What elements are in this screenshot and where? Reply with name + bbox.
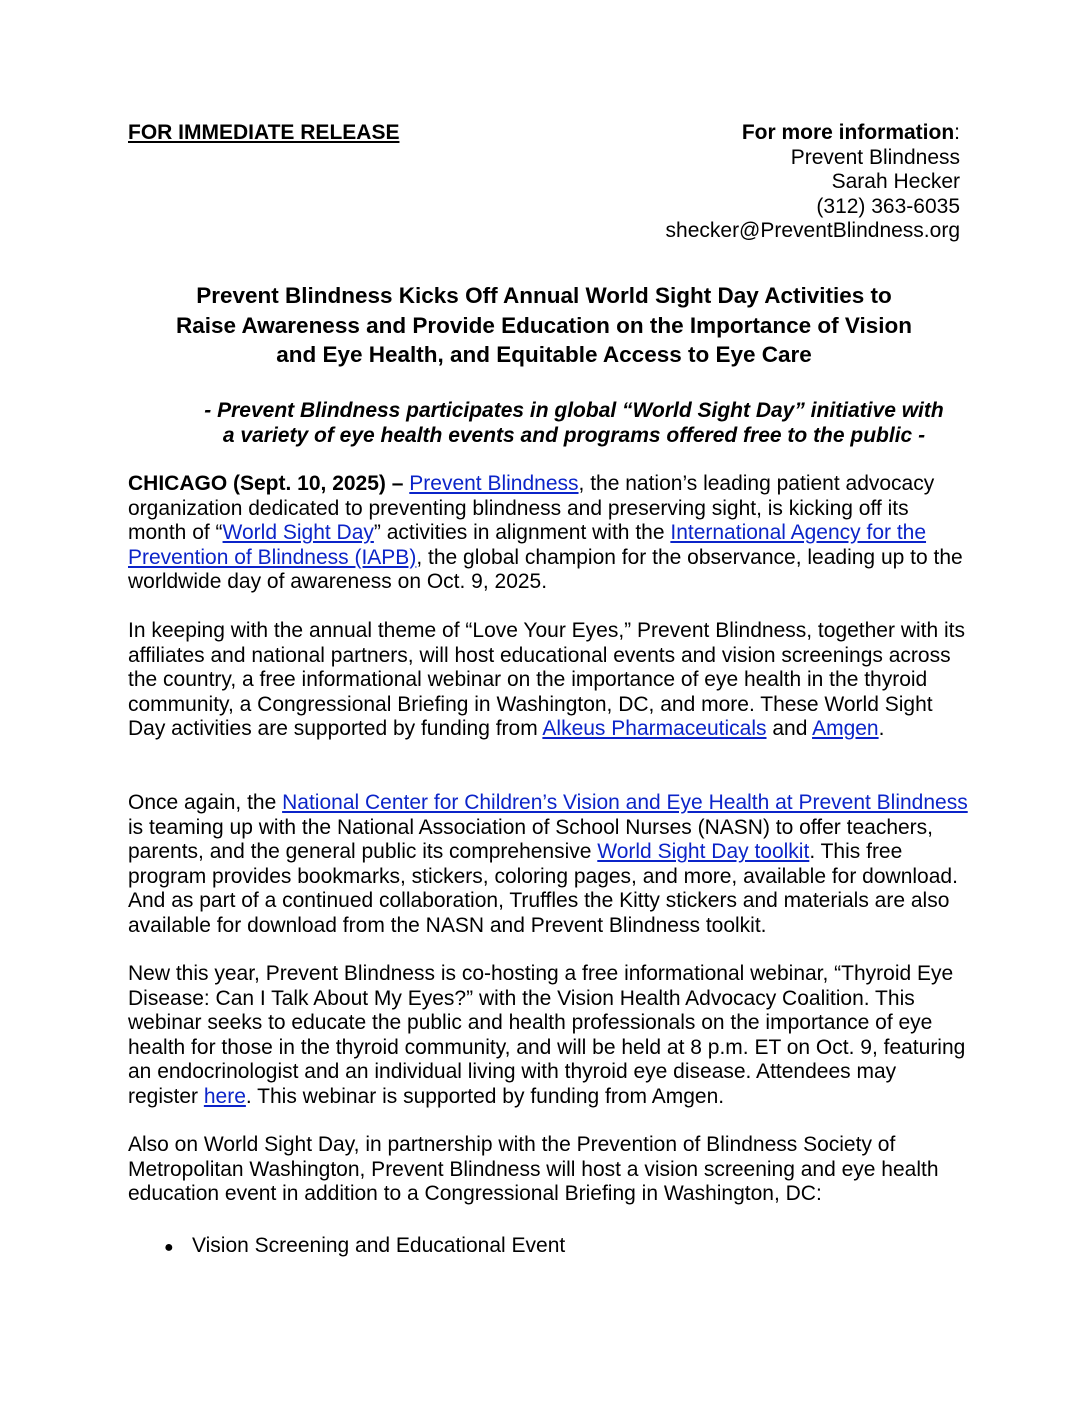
link-national-center[interactable]: National Center for Children’s Vision and Eye Health at Prevent Blindness xyxy=(282,791,968,814)
subheadline-line-2: a variety of eye health events and programs offered free to the public - xyxy=(222,424,926,447)
subheadline xyxy=(188,398,960,448)
p1-text-2: ” activities in alignment with the xyxy=(373,521,671,544)
contact-name: Sarah Hecker xyxy=(831,170,960,193)
link-iapb[interactable]: International Agency for the Prevention of Blindness (IAPB) xyxy=(128,521,927,569)
paragraph-1 xyxy=(128,472,968,595)
headline xyxy=(128,281,960,370)
p1-text-3: , the global champion for the observance, leading up to the worldwide day of awareness on Oct. 9, 2025. xyxy=(128,545,963,593)
p1-text-1: , the nation’s leading patient advocacy organization dedicated to preventing blindness and preserving sight, is kicking off its month of “ xyxy=(128,472,935,544)
link-alkeus[interactable]: Alkeus Pharmaceuticals xyxy=(542,717,767,740)
paragraph-2 xyxy=(128,619,968,742)
subheadline-line-1: - Prevent Blindness participates in global “World Sight Day” initiative with xyxy=(204,399,944,422)
contact-block xyxy=(666,121,960,244)
p2-text-2: and xyxy=(766,717,813,740)
p4-text-2: . This webinar is supported by funding from Amgen. xyxy=(245,1084,725,1108)
headline-line-1: Prevent Blindness Kicks Off Annual World Sight Day Activities to xyxy=(196,283,892,308)
link-amgen[interactable]: Amgen xyxy=(812,717,879,740)
link-prevent-blindness[interactable]: Prevent Blindness xyxy=(409,472,579,495)
list-item xyxy=(164,1234,565,1261)
more-info-colon: : xyxy=(954,121,960,144)
release-label: FOR IMMEDIATE RELEASE xyxy=(128,121,400,144)
headline-line-3: and Eye Health, and Equitable Access to Eye Care xyxy=(276,342,812,367)
link-register-here[interactable]: here xyxy=(203,1084,246,1108)
bullet-text: Vision Screening and Educational Event xyxy=(192,1234,566,1257)
p3-text-3: . This free program provides bookmarks, stickers, coloring pages, and more, available for download. And as part of a continued collaboration, Truffles the Kitty stickers and materials are also available for download from the NASN and Prevent Blindness toolkit. xyxy=(128,840,958,937)
dateline: CHICAGO (Sept. 10, 2025) – xyxy=(128,472,404,495)
p5-text-1: Also on World Sight Day, in partnership with the Prevention of Blindness Society of Metropolitan Washington, Prevent Blindness will host a vision screening and eye health education event in addition to a Congressional Briefing in Washington, DC: xyxy=(128,1133,939,1205)
p2-text-3: . xyxy=(878,717,885,740)
paragraph-3 xyxy=(128,791,968,938)
more-info-label: For more information xyxy=(741,121,955,144)
link-world-sight-day[interactable]: World Sight Day xyxy=(222,521,374,544)
contact-email: shecker@PreventBlindness.org xyxy=(665,219,960,242)
contact-org: Prevent Blindness xyxy=(790,145,960,169)
contact-phone: (312) 363-6035 xyxy=(816,194,960,218)
p4-text-1: New this year, Prevent Blindness is co-hosting a free informational webinar, “Thyroid Eye Disease: Can I Talk About My Eyes?” with the Vision Health Advocacy Coalition. This webinar seeks to educate the public and health professionals on the importance of eye health for those in the thyroid community, and will be held at 8 p.m. ET on Oct. 9, featuring an endocrinologist and an individual living with thyroid eye disease. Attendees may register xyxy=(128,962,966,1108)
p3-text-1: Once again, the xyxy=(128,791,283,814)
p2-text-1: In keeping with the annual theme of “Love Your Eyes,” Prevent Blindness, together with its affiliates and national partners, will host educational events and vision screenings across the country, a free informational webinar on the importance of eye health in the thyroid community, a Congressional Briefing in Washington, DC, and more. These World Sight Day activities are supported by funding from xyxy=(128,619,965,740)
p3-text-2: is teaming up with the National Association of School Nurses (NASN) to offer teachers, parents, and the general public its comprehensive xyxy=(128,815,934,863)
headline-line-2: Raise Awareness and Provide Education on the Importance of Vision xyxy=(175,312,913,338)
bullet-icon: ● xyxy=(164,1239,174,1256)
paragraph-5 xyxy=(128,1133,968,1207)
paragraph-4 xyxy=(128,962,968,1109)
link-toolkit[interactable]: World Sight Day toolkit xyxy=(597,840,810,863)
